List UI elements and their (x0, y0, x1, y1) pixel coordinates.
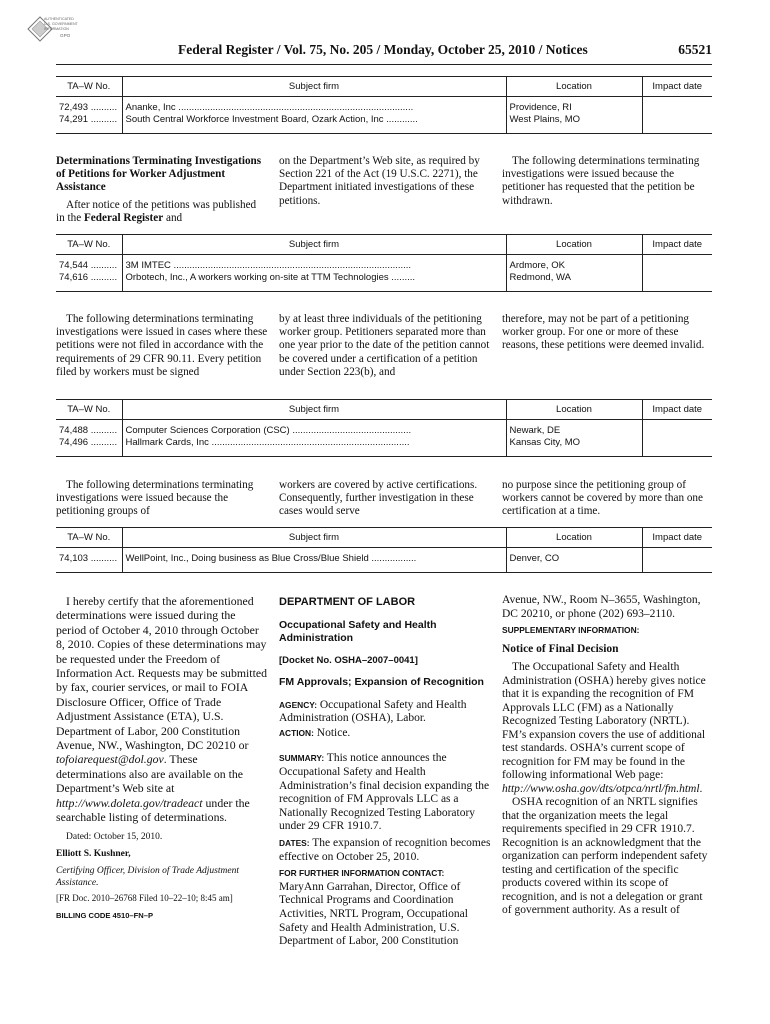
sec1-col2 (279, 155, 491, 208)
sec2-col1 (56, 313, 268, 379)
document-title: FM Approvals; Expansion of Recognition (279, 675, 484, 688)
federal-register-ref: Federal Register (83, 211, 164, 224)
sec2-col2 (279, 313, 491, 379)
logo-line-2: U.S. GOVERNMENT (44, 22, 78, 26)
contact-label: FOR FURTHER INFORMATION CONTACT: (279, 868, 445, 879)
text-span: under the searchable listing of determinations. (56, 795, 250, 825)
text-span: I hereby certify that the aforementioned determinations were issued during the period of October 4, 2010 through October 8, 2010. Copies of these determinations may be requested under the Freedom of Information Act. Requests may be submitted by fax, courier services, or mail to FOIA Disclosure Officer, Office of Trade Adjustment Assistance (ETA), U.S. Department of Labor, 200 Constitution Avenue, NW., Washington, DC 20210 or (56, 594, 267, 753)
action-paragraph (279, 727, 491, 741)
col-header-impact: Impact date (642, 400, 712, 420)
paragraph: Avenue, NW., Room N–3655, Washington, DC 20210, or phone (202) 693–2110. (502, 594, 701, 620)
sec3-col1 (56, 479, 268, 519)
bottom-col3 (502, 594, 712, 918)
cell-location: Newark, DE (506, 420, 642, 438)
cell-taw: 74,544 .......... (59, 260, 118, 271)
cell-impact (642, 437, 712, 457)
cell-location: Providence, RI (506, 97, 642, 115)
contact-paragraph: MaryAnn Garrahan, Director, Office of Technical Programs and Coordination Activities, NRTL Program, Occupational Safety and Health Administration, U.S. Department of Labor, 200 Constitution (279, 880, 468, 948)
text-span: Occupational Safety and Health Administration (OSHA), Labor. (279, 698, 467, 725)
cell-impact (642, 548, 712, 573)
cell-taw: 74,488 .......... (59, 425, 118, 436)
cell-impact (642, 255, 712, 273)
paragraph: no purpose since the petitioning group of workers cannot be covered by more than one certification at a time. (502, 479, 703, 518)
cell-firm: Hallmark Cards, Inc ........................................................................... (122, 437, 506, 457)
paragraph: The following determinations terminating investigations were issued in cases where these petitions were not filed in accordance with the requirements of 29 CFR 90.11. Every petition filed by workers must be signed (56, 313, 268, 378)
col-header-firm: Subject firm (122, 77, 506, 97)
text-span: The expansion of recognition becomes effective on October 25, 2010. (279, 836, 491, 863)
header-rule (56, 64, 712, 65)
cell-impact (642, 272, 712, 292)
cell-taw: 74,291 .......... (59, 114, 118, 125)
supplementary-label: SUPPLEMENTARY INFORMATION: (502, 625, 640, 635)
sec3-col2 (279, 479, 491, 519)
agency-label: AGENCY: (279, 699, 317, 710)
table-3 (56, 399, 712, 457)
bottom-col1 (56, 594, 268, 923)
sec2-col3 (502, 313, 712, 353)
text-span: After notice of the petitions was published in the (56, 198, 257, 224)
summary-paragraph (279, 752, 491, 834)
cell-location: Kansas City, MO (506, 437, 642, 457)
table-4 (56, 527, 712, 573)
col-header-location: Location (506, 400, 642, 420)
table-row (56, 97, 712, 115)
section-heading: Determinations Terminating Investigations of Petitions for Worker Adjustment Assistance (56, 155, 262, 194)
dated-line: Dated: October 15, 2010. (66, 831, 163, 842)
col-header-location: Location (506, 77, 642, 97)
col-header-taw: TA–W No. (56, 400, 122, 420)
col-header-taw: TA–W No. (56, 528, 122, 548)
paragraph: workers are covered by active certifications. Consequently, further investigation in these cases would serve (279, 479, 478, 518)
action-label: ACTION: (279, 727, 314, 738)
dates-label: DATES: (279, 837, 310, 848)
paragraph: on the Department’s Web site, as required by Section 221 of the Act (19 U.S.C. 2271), the Department initiated investigations of these petitions. (279, 155, 480, 207)
cell-location: West Plains, MO (506, 114, 642, 134)
table-header-row (56, 400, 712, 420)
paragraph: therefore, may not be part of a petitioning worker group. For one or more of these reasons, these petitions were deemed invalid. (502, 313, 705, 352)
department-heading: DEPARTMENT OF LABOR (279, 596, 416, 608)
col-header-firm: Subject firm (122, 400, 506, 420)
cell-firm: Ananke, Inc ......................................................................................... (122, 97, 506, 115)
sec1-col3 (502, 155, 712, 208)
cell-impact (642, 420, 712, 438)
cell-taw: 72,493 .......... (59, 102, 118, 113)
signer-name: Elliott S. Kushner, (56, 848, 131, 859)
signer-title: Certifying Officer, Division of Trade Adjustment Assistance. (56, 865, 239, 888)
osha-url: http://www.osha.gov/dts/otpca/nrtl/fm.html (502, 782, 700, 795)
text-span: The Occupational Safety and Health Administration (OSHA) hereby gives notice that it is expanding the recognition of FM Approvals LLC (FM) as a Nationally Recognized Testing Laboratory (NRTL). FM’s expansion covers the use of additional test standards. OSHA’s current scope of recognition for FM may be found in the following informational Web page: (502, 661, 706, 781)
col-header-taw: TA–W No. (56, 235, 122, 255)
paragraph (502, 661, 712, 796)
paragraph (56, 199, 264, 225)
sec3-col3 (502, 479, 712, 519)
agency-paragraph (279, 699, 491, 726)
bottom-col2 (279, 596, 491, 949)
table-row (56, 272, 712, 292)
cell-location: Ardmore, OK (506, 255, 642, 273)
col-header-firm: Subject firm (122, 235, 506, 255)
cell-firm: South Central Workforce Investment Board, Ozark Action, Inc ............ (122, 114, 506, 134)
cell-firm: 3M IMTEC .......................................................................................... (122, 255, 506, 273)
col-header-location: Location (506, 235, 642, 255)
col-header-impact: Impact date (642, 77, 712, 97)
page-number: 65521 (678, 42, 712, 57)
table-row (56, 255, 712, 273)
cell-taw: 74,616 .......... (59, 272, 118, 283)
table-row (56, 548, 712, 573)
cell-firm: WellPoint, Inc., Doing business as Blue Cross/Blue Shield ................. (122, 548, 506, 573)
table-header-row (56, 77, 712, 97)
table-row (56, 437, 712, 457)
table-header-row (56, 235, 712, 255)
tradeact-url: http://www.doleta.gov/tradeact (56, 795, 203, 810)
paragraph: The following determinations terminating investigations were issued because the petitioner has requested that the petition be withdrawn. (502, 155, 700, 207)
col-header-location: Location (506, 528, 642, 548)
cell-firm: Computer Sciences Corporation (CSC) ............................................. (122, 420, 506, 438)
paragraph: OSHA recognition of an NRTL signifies that the organization meets the legal requirements specified in 29 CFR 1910.7. Recognition is an acknowledgment that the organization can perform independent safety testing and certification of the specific products covered within its scope of recognition, and is not a delegation or grant of government authority. As a result of (502, 796, 708, 916)
docket-number: [Docket No. OSHA–2007–0041] (279, 654, 418, 666)
fr-doc-line: [FR Doc. 2010–26768 Filed 10–22–10; 8:45 am] (56, 892, 233, 903)
table-row (56, 420, 712, 438)
table-2 (56, 234, 712, 292)
text-span: This notice announces the Occupational Safety and Health Administration’s final decision expanding the recognition of FM Approvals LLC as a Nationally Recognized Testing Laboratory under 29 CFR 1910.7. (279, 752, 490, 833)
sec1-col1 (56, 155, 264, 225)
cell-impact (642, 114, 712, 134)
col-header-firm: Subject firm (122, 528, 506, 548)
agency-heading: Occupational Safety and Health Administration (279, 618, 437, 644)
col-header-taw: TA–W No. (56, 77, 122, 97)
text-span: and (163, 211, 183, 224)
page-header (56, 42, 712, 60)
running-head: Federal Register / Vol. 75, No. 205 / Monday, October 25, 2010 / Notices (178, 42, 588, 57)
col-header-impact: Impact date (642, 528, 712, 548)
logo-line-4: GPO (60, 33, 71, 38)
billing-code: BILLING CODE 4510–FN–P (56, 910, 154, 920)
table-1 (56, 76, 712, 134)
text-span: . (699, 782, 703, 795)
gpo-authenticated-seal-icon (26, 13, 90, 45)
cell-impact (642, 97, 712, 115)
table-row (56, 114, 712, 134)
cell-firm: Orbotech, Inc., A workers working on-site at TTM Technologies ......... (122, 272, 506, 292)
logo-line-1: AUTHENTICATED (44, 17, 74, 21)
paragraph (56, 594, 268, 825)
cell-location: Denver, CO (506, 548, 642, 573)
table-header-row (56, 528, 712, 548)
col-header-impact: Impact date (642, 235, 712, 255)
foia-email: tofoiarequest@dol.gov (56, 752, 164, 767)
dates-paragraph (279, 837, 491, 864)
cell-taw: 74,103 .......... (59, 553, 118, 564)
cell-location: Redmond, WA (506, 272, 642, 292)
paragraph: by at least three individuals of the petitioning worker group. Petitioners separated more than one year prior to the date of the petition cannot be covered under a certification of a petition under Section 223(b), and (279, 313, 490, 378)
paragraph: The following determinations terminating investigations were issued because the petitioning groups of (56, 479, 254, 518)
logo-line-3: INFORMATION (44, 27, 69, 31)
text-span: Notice. (313, 726, 351, 739)
notice-heading: Notice of Final Decision (502, 642, 619, 655)
cell-taw: 74,496 .......... (59, 437, 118, 448)
summary-label: SUMMARY: (279, 753, 325, 764)
text-span: . These determinations also are available on the Department’s Web site at (56, 752, 244, 796)
